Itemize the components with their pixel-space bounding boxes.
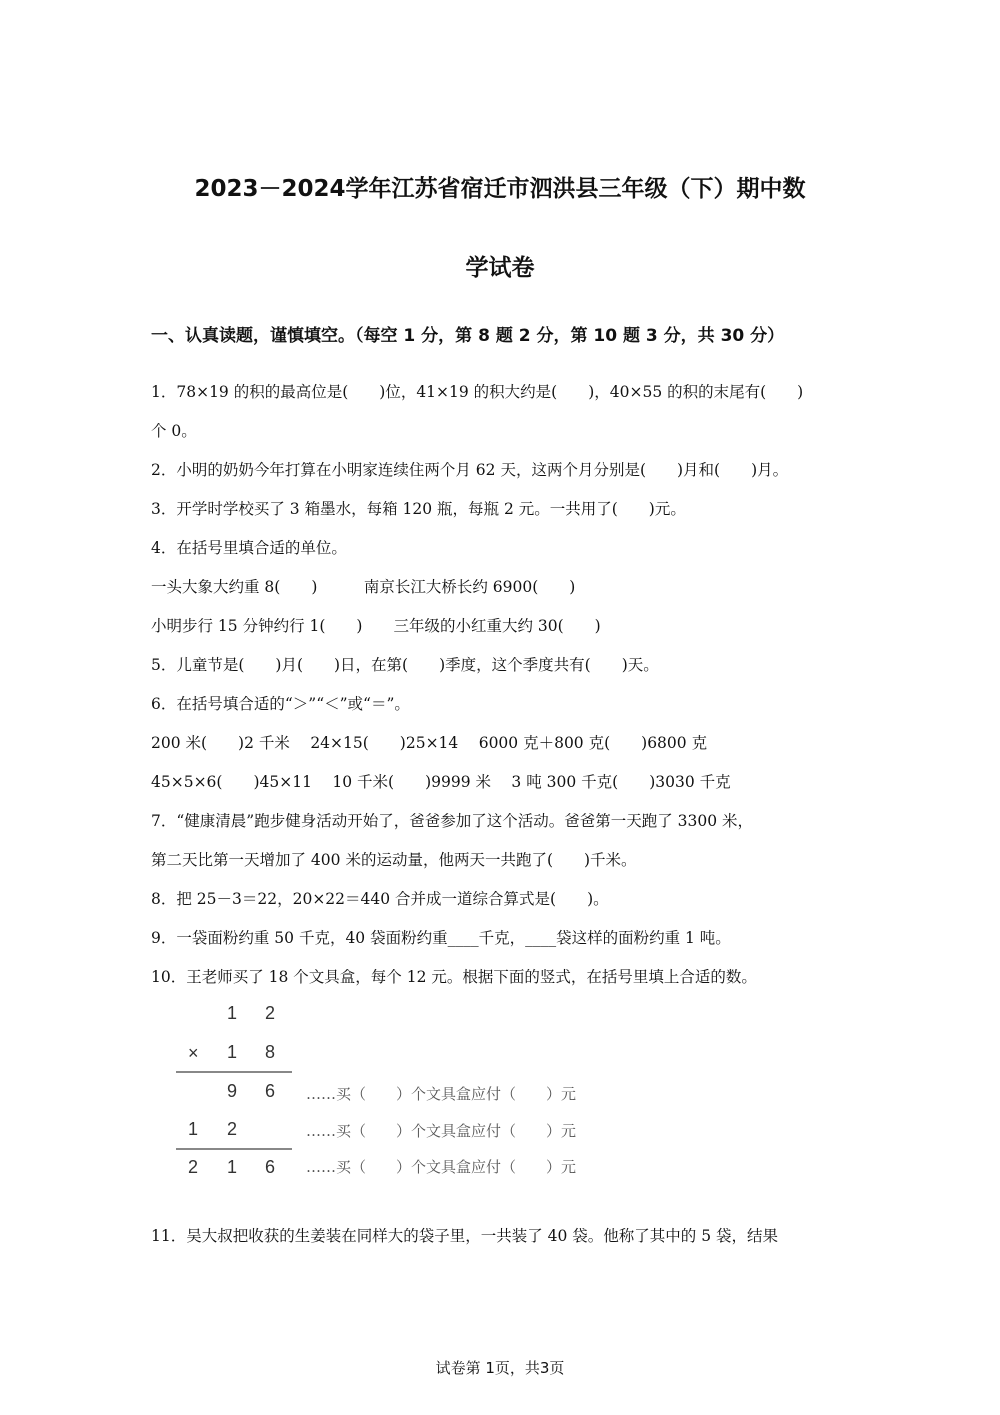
question-3: 3．开学时学校买了 3 箱墨水，每箱 120 瓶，每瓶 2 元。一共用了( )元。 <box>151 500 686 518</box>
digit: 8 <box>265 1042 276 1062</box>
title-line-2: 学试卷 <box>465 255 535 281</box>
question-11: 11．吴大叔把收获的生姜装在同样大的袋子里，一共装了 40 袋。他称了其中的 5 袋，结果 <box>151 1227 779 1245</box>
question-7: 7．“健康清晨”跑步健身活动开始了，爸爸参加了这个活动。爸爸第一天跑了 3300 米， <box>151 812 754 830</box>
digit: 1 <box>188 1119 199 1139</box>
digit: 9 <box>227 1081 238 1101</box>
question-4: 4．在括号里填合适的单位。 <box>151 539 347 557</box>
digit: 1 <box>227 1157 238 1177</box>
question-4-b: 小明步行 15 分钟约行 1( ) 三年级的小红重大约 30( ) <box>151 617 601 635</box>
question-6: 6．在括号填合适的“＞”“＜”或“＝”。 <box>151 695 410 713</box>
divider-line <box>176 1148 292 1150</box>
divider-line <box>176 1071 292 1073</box>
title-line-1: 2023－2024学年江苏省宿迁市泗洪县三年级（下）期中数 <box>194 176 806 202</box>
vertical-note-1: ……买（ ）个文具盒应付（ ）元 <box>306 1085 577 1103</box>
question-5: 5．儿童节是( )月( )日，在第( )季度，这个季度共有( )天。 <box>151 656 659 674</box>
question-9: 9．一袋面粉约重 50 千克，40 袋面粉约重____千克，____袋这样的面粉约重 1 吨。 <box>151 929 731 947</box>
question-6-b: 45×5×6( )45×11 10 千米( )9999 米 3 吨 300 千克( )3030 千克 <box>151 773 731 791</box>
question-6-a: 200 米( )2 千米 24×15( )25×14 6000 克＋800 克( )6800 克 <box>151 734 708 752</box>
vertical-note-3: ……买（ ）个文具盒应付（ ）元 <box>306 1158 577 1176</box>
digit: 6 <box>265 1081 276 1101</box>
digit: 1 <box>227 1003 238 1023</box>
page-footer: 试卷第 1页，共3页 <box>435 1359 565 1377</box>
digit: 1 <box>227 1042 238 1062</box>
digit: 2 <box>265 1003 276 1023</box>
digit: 2 <box>227 1119 238 1139</box>
question-10: 10．王老师买了 18 个文具盒，每个 12 元。根据下面的竖式，在括号里填上合适的数。 <box>151 968 757 986</box>
question-2: 2．小明的奶奶今年打算在小明家连续住两个月 62 天，这两个月分别是( )月和( )月。 <box>151 461 789 479</box>
digit: 2 <box>188 1157 199 1177</box>
question-8: 8．把 25－3＝22，20×22＝440 合并成一道综合算式是( )。 <box>151 890 609 908</box>
question-1: 1．78×19 的积的最高位是( )位，41×19 的积大约是( )，40×55 的积的末尾有( ) <box>151 383 804 401</box>
times-sign: × <box>188 1043 199 1063</box>
digit: 6 <box>265 1157 276 1177</box>
section-heading: 一、认真读题，谨慎填空。（每空 1 分，第 8 题 2 分，第 10 题 3 分，共 30 分） <box>151 326 785 346</box>
question-1-cont: 个 0。 <box>151 422 197 440</box>
question-7-cont: 第二天比第一天增加了 400 米的运动量，他两天一共跑了( )千米。 <box>151 851 637 869</box>
vertical-note-2: ……买（ ）个文具盒应付（ ）元 <box>306 1122 577 1140</box>
question-4-a: 一头大象大约重 8( ) 南京长江大桥长约 6900( ) <box>151 578 576 596</box>
